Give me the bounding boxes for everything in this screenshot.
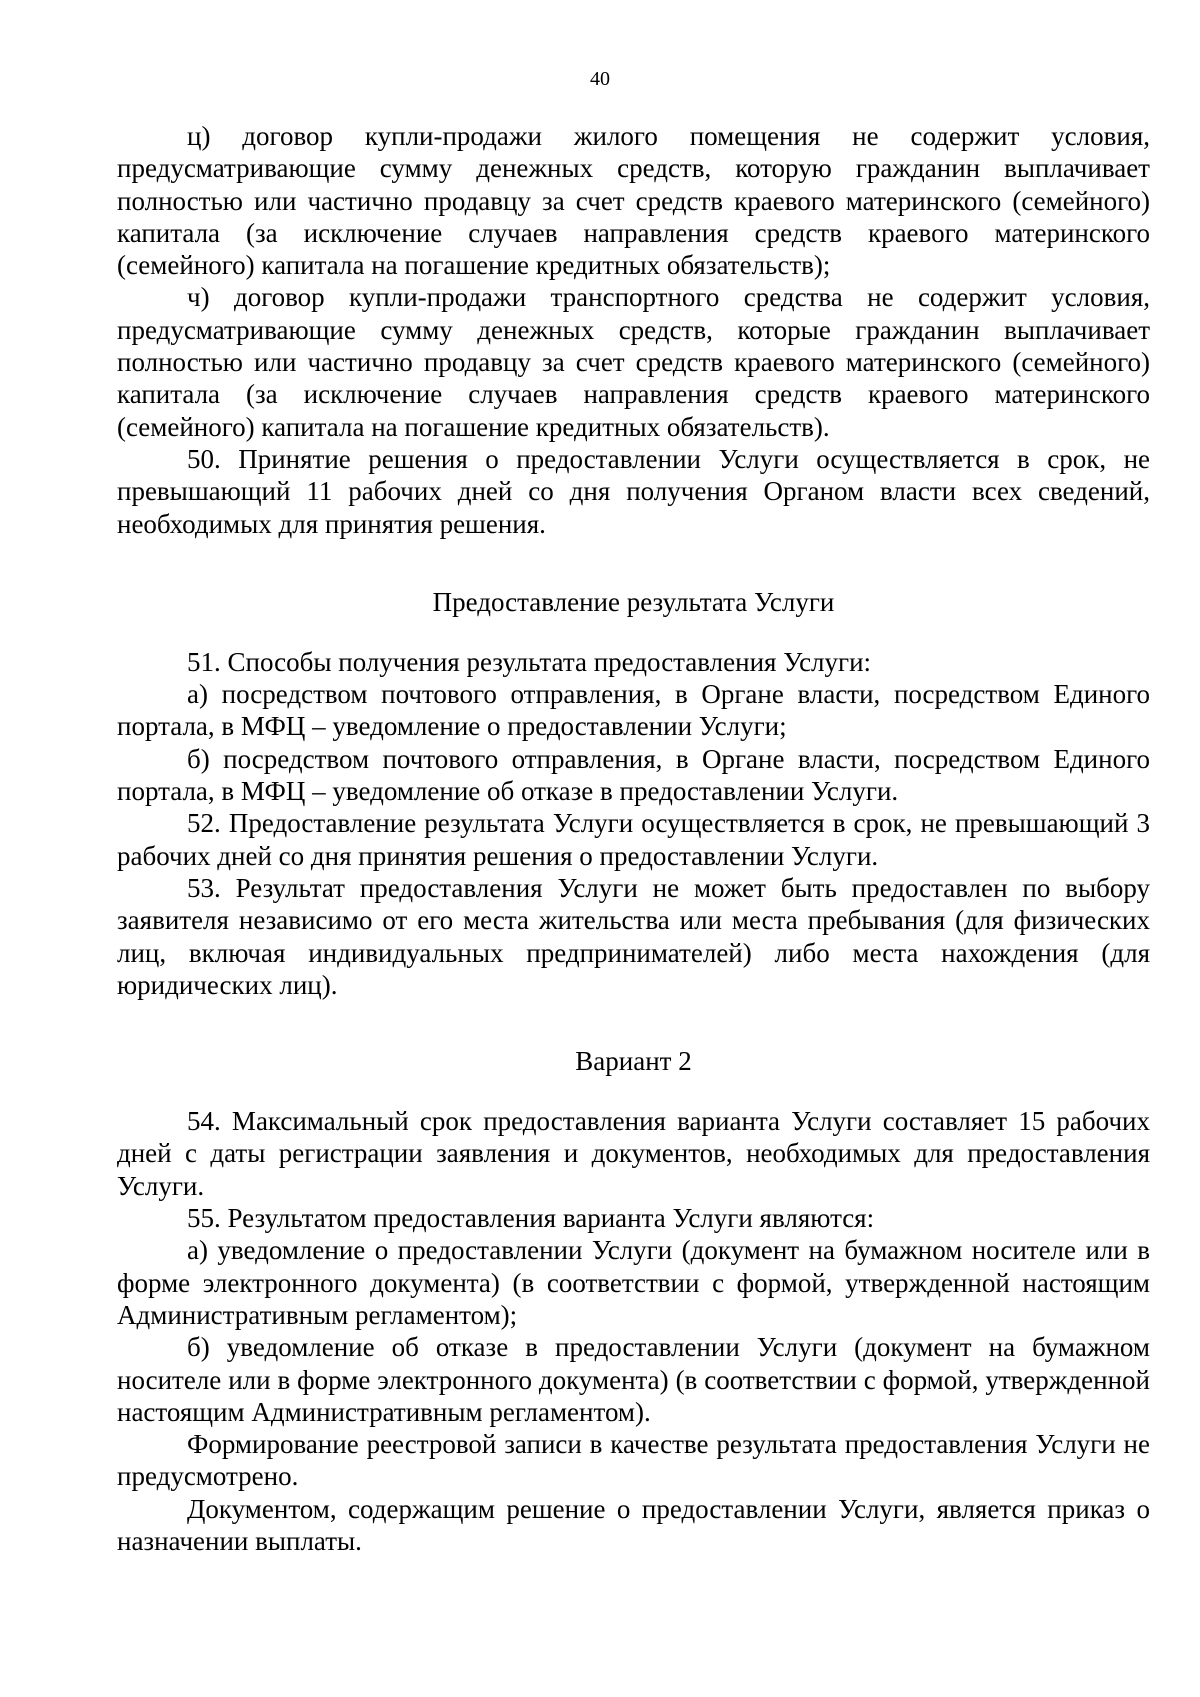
paragraph-51-b: б) посредством почтового отправления, в Органе власти, посредством Единого портала, в МФЦ – уведомление об отказе в предоставлении Услуги. <box>117 743 1150 807</box>
page-number: 40 <box>590 68 610 90</box>
paragraph-54: 54. Максимальный срок предоставления варианта Услуги составляет 15 рабочих дней с даты регистрации заявления и документов, необходимых для предоставления Услуги. <box>117 1106 1150 1201</box>
section-heading-variant-2: Вариант 2 <box>575 1046 692 1077</box>
paragraph-registry-record: Формирование реестровой записи в качестве результата предоставления Услуги не предусмотрено. <box>117 1429 1150 1492</box>
paragraph-52: 52. Предоставление результата Услуги осуществляется в срок, не превышающий 3 рабочих дней со дня принятия решения о предоставлении Услуги. <box>117 808 1150 871</box>
paragraph-55-a: а) уведомление о предоставлении Услуги (документ на бумажном носителе или в форме электронного документа) (в соответствии с формой, утвержденной настоящим Административным регламентом); <box>117 1235 1150 1330</box>
paragraph-51: 51. Способы получения результата предоставления Услуги: <box>187 646 872 677</box>
section-heading-result: Предоставление результата Услуги <box>432 586 835 617</box>
paragraph-decision-document: Документом, содержащим решение о предоставлении Услуги, является приказ о назначении выплаты. <box>117 1493 1150 1556</box>
paragraph-51-a: а) посредством почтового отправления, в Органе власти, посредством Единого портала, в МФЦ – уведомление о предоставлении Услуги; <box>117 679 1150 742</box>
paragraph-item-ts: ц) договор купли-продажи жилого помещения не содержит условия, предусматривающие сумму денежных средств, которую гражданин выплачивает полностью или частично продавцу за счет средств краевого материнского (семейного) капитала (за исключение случаев направления средств краевого материнского (семейного) капитала на погашение кредитных обязательств); <box>117 121 1150 281</box>
paragraph-50: 50. Принятие решения о предоставлении Услуги осуществляется в срок, не превышающий 11 рабочих дней со дня получения Органом власти всех сведений, необходимых для принятия решения. <box>117 443 1150 539</box>
paragraph-53: 53. Результат предоставления Услуги не может быть предоставлен по выбору заявителя независимо от его места жительства или места пребывания (для физических лиц, включая индивидуальных предпринимателей) либо места нахождения (для юридических лиц). <box>117 872 1150 1000</box>
document-body <box>117 120 1150 1557</box>
paragraph-55-b: б) уведомление об отказе в предоставлении Услуги (документ на бумажном носителе или в форме электронного документа) (в соответствии с формой, утвержденной настоящим Административным регламентом). <box>117 1332 1150 1427</box>
paragraph-item-ch: ч) договор купли-продажи транспортного средства не содержит условия, предусматривающие сумму денежных средств, которые гражданин выплачивает полностью или частично продавцу за счет средств краевого материнского (семейного) капитала (за исключение случаев направления средств краевого материнского (семейного) капитала на погашение кредитных обязательств). <box>117 282 1150 442</box>
paragraph-55: 55. Результатом предоставления варианта Услуги являются: <box>187 1203 875 1234</box>
